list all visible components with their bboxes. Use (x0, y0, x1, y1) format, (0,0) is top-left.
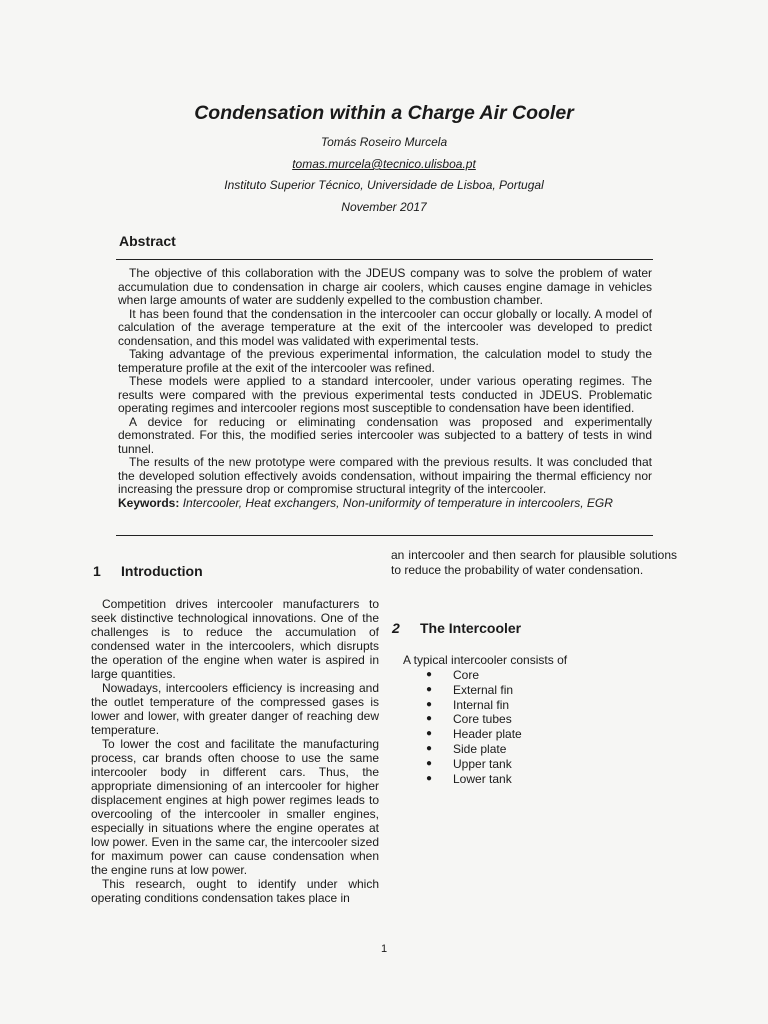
abstract-paragraph: These models were applied to a standard intercooler, under various operating regimes. The results were compared with the previous experimental tests conducted in JDEUS. Problematic operating regimes and intercooler regions most susceptible to condensation have been identified. (118, 374, 652, 415)
abstract-paragraph: It has been found that the condensation in the intercooler can occur globally or locally. A model of calculation of the average temperature at the exit of the intercooler was developed to predict condensation, and this model was validated with experimental tests. (118, 306, 652, 348)
intro-paragraph: Competition drives intercooler manufacturers to seek distinctive technological innovations. One of the challenges is to reduce the accumulation of condensed water in the intercoolers, which disrupts the operation of the engine when water is aspired in large quantities. (91, 597, 379, 681)
keywords-label: Keywords: (118, 495, 180, 510)
intercooler-intro: A typical intercooler consists of (403, 653, 568, 667)
bullet-icon: ● (426, 728, 433, 740)
intro-continuation-text: an intercooler and then search for plausible solutions to reduce the probability of water condensation. (391, 548, 677, 577)
abstract-heading: Abstract (119, 233, 176, 249)
intercooler-parts-list (426, 668, 522, 786)
abstract-paragraph: The objective of this collaboration with the JDEUS company was to solve the problem of water accumulation due to condensation in charge air coolers, which causes engine damage in vehicles when large amounts of water are suddenly expelled to the combustion chamber. (118, 266, 652, 307)
section-number: 2 (392, 620, 400, 636)
intro-paragraph: To lower the cost and facilitate the manufacturing process, car brands often choose to use the same intercooler body in different cars. Thus, the appropriate dimensioning of an intercooler for higher displacement engines at high power regimes leads to overcooling of the intercooler in smaller engines, especially in situations where the engine operates at low power. Even in the same car, the intercooler sized for maximum power can cause condensation when the engine runs at low power. (91, 737, 379, 877)
list-item: ● Side plate (426, 741, 507, 756)
abstract-top-rule (116, 259, 653, 260)
bullet-icon: ● (426, 713, 433, 725)
keywords-line (118, 497, 652, 511)
publication-date: November 2017 (341, 200, 427, 214)
page-number: 1 (380, 943, 388, 955)
bullet-icon: ● (426, 742, 433, 754)
author-email-link[interactable]: tomas.murcela@tecnico.ulisboa.pt (292, 157, 476, 171)
section-number: 1 (93, 563, 101, 579)
introduction-continuation (391, 548, 677, 577)
affiliation: Instituto Superior Técnico, Universidade de Lisboa, Portugal (224, 178, 544, 192)
list-item: ● Core tubes (426, 712, 512, 727)
intro-paragraph: This research, ought to identify under which operating conditions condensation takes place in (91, 877, 379, 905)
author-name: Tomás Roseiro Murcela (320, 135, 448, 149)
introduction-body (91, 597, 379, 905)
section-title: The Intercooler (420, 620, 522, 636)
section-title: Introduction (121, 563, 203, 579)
section-heading-introduction (93, 563, 203, 579)
list-item: ● External fin (426, 682, 514, 697)
abstract-bottom-rule (116, 535, 653, 536)
list-item: ● Lower tank (426, 771, 512, 786)
section-heading-intercooler (392, 620, 521, 636)
list-item: ● Upper tank (426, 756, 512, 771)
bullet-icon: ● (426, 669, 433, 680)
paper-title: Condensation within a Charge Air Cooler (194, 102, 574, 124)
bullet-icon: ● (426, 757, 433, 769)
abstract-paragraph: A device for reducing or eliminating condensation was proposed and experimentally demonstrated. For this, the modified series intercooler was subjected to a battery of tests in wind tunnel. (118, 414, 652, 456)
abstract-body (118, 267, 652, 510)
abstract-paragraph: Taking advantage of the previous experimental information, the calculation model to study the temperature profile at the exit of the intercooler was refined. (118, 347, 652, 375)
keywords-list: Intercooler, Heat exchangers, Non-uniformity of temperature in intercoolers, EGR (182, 495, 613, 510)
bullet-icon: ● (426, 683, 433, 695)
bullet-icon: ● (426, 698, 433, 710)
intro-paragraph: Nowadays, intercoolers efficiency is increasing and the outlet temperature of the compressed gases is lower and lower, with greater danger of reaching dew temperature. (91, 681, 379, 737)
list-item: ● Internal fin (426, 697, 510, 712)
list-item: ● Core (426, 668, 480, 682)
bullet-icon: ● (426, 772, 433, 784)
abstract-paragraph: The results of the new prototype were compared with the previous results. It was concluded that the developed solution effectively avoids condensation, without impairing the thermal efficiency nor increasing the pressure drop or compromise structural integrity of the intercooler. (118, 455, 652, 496)
list-item: ● Header plate (426, 727, 522, 742)
